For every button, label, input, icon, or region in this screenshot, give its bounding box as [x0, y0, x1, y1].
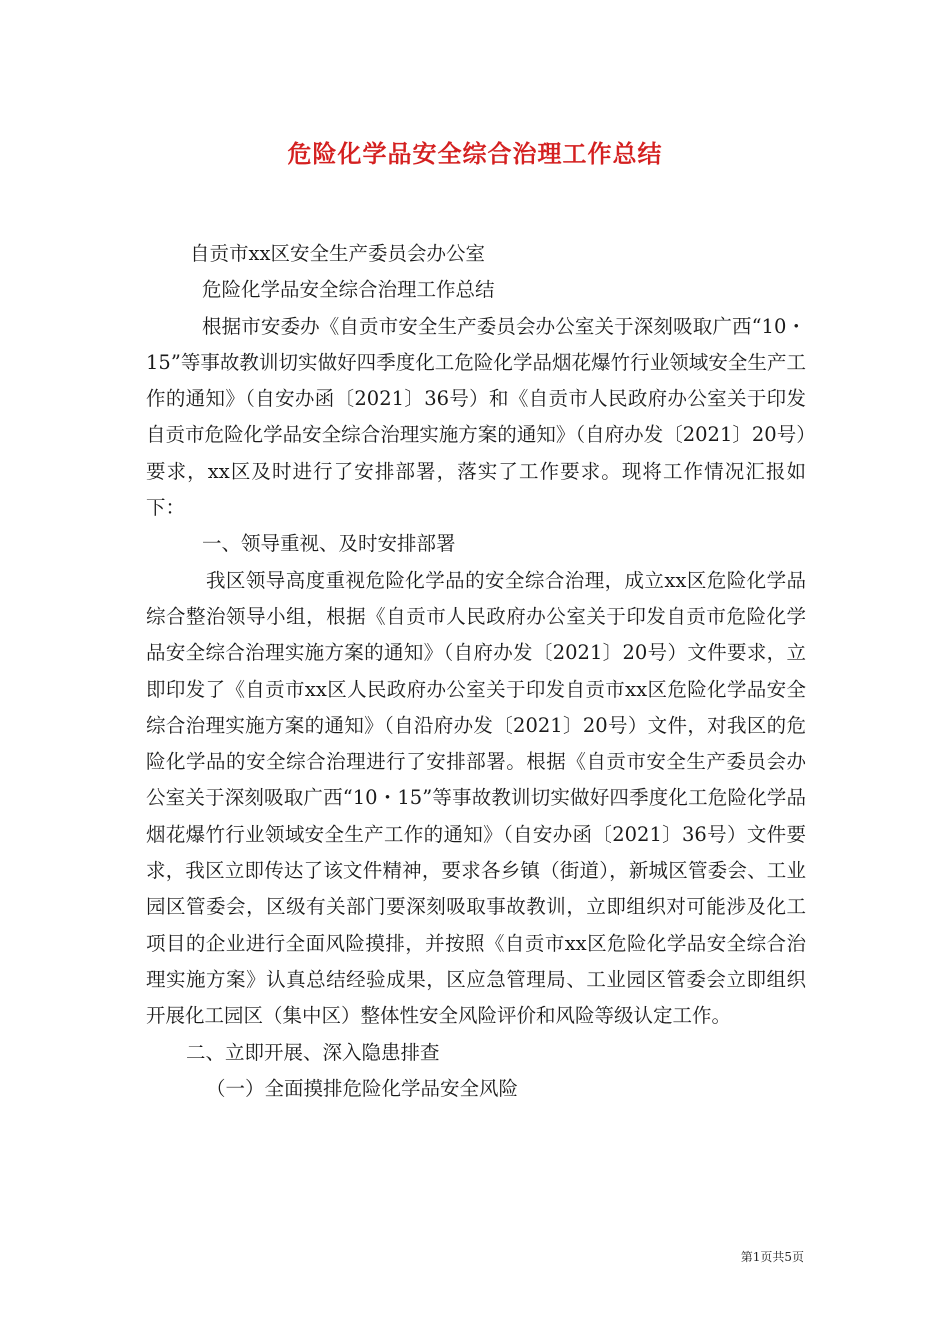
page-number: 第1页共5页: [740, 1250, 804, 1264]
issuing-office: 自贡市xx区安全生产委员会办公室: [190, 242, 485, 265]
section-1-paragraph: 我区领导高度重视危险化学品的安全综合治理，成立xx区危险化学品综合整治领导小组，根据《自贡市人民政府办公室关于印发自贡市危险化学品安全综合治理实施方案的通知》（自府办发〔2021〕20号）文件要求，立即印发了《自贡市xx区人民政府办公室关于印发自贡市xx区危险化学品安全综合治理实施方案的通知》（自沿府办发〔2021〕20号）文件，对我区的危险化学品的安全综合治理进行了安排部署。根据《自贡市安全生产委员会办公室关于深刻吸取广西“10・15”等事故教训切实做好四季度化工危险化学品烟花爆竹行业领域安全生产工作的通知》（自安办函〔2021〕36号）文件要求，我区立即传达了该文件精神，要求各乡镇（街道），新城区管委会、工业园区管委会，区级有关部门要深刻吸取事故教训，立即组织对可能涉及化工项目的企业进行全面风险摸排，并按照《自贡市xx区危险化学品安全综合治理实施方案》认真总结经验成果，区应急管理局、工业园区管委会立即组织开展化工园区（集中区）整体性安全风险评价和风险等级认定工作。: [146, 568, 806, 1028]
document-body: [146, 236, 806, 1107]
intro-paragraph: 根据市安委办《自贡市安全生产委员会办公室关于深刻吸取广西“10・15”等事故教训切实做好四季度化工危险化学品烟花爆竹行业领域安全生产工作的通知》（自安办函〔2021〕36号）和《自贡市人民政府办公室关于印发自贡市危险化学品安全综合治理实施方案的通知》（自府办发〔2021〕20号）要求，xx区及时进行了安排部署，落实了工作要求。现将工作情况汇报如下：: [146, 314, 806, 520]
document-subtitle: 危险化学品安全综合治理工作总结: [202, 278, 495, 302]
section-heading-1: 一、领导重视、及时安排部署: [202, 532, 456, 556]
document-title: 危险化学品安全综合治理工作总结: [287, 140, 663, 168]
section-heading-2: 二、立即开展、深入隐患排查: [186, 1040, 440, 1064]
subsection-heading-1: （一）全面摸排危险化学品安全风险: [206, 1076, 519, 1100]
